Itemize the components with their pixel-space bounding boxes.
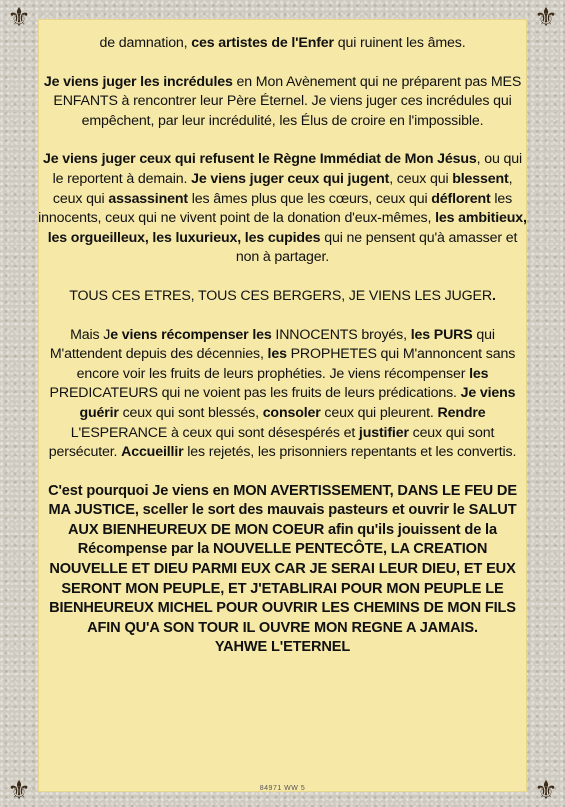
- footer-code: 84971 WW 5: [259, 785, 306, 792]
- fleur-de-lis-icon: ⚜: [534, 2, 558, 32]
- paragraph-6: C'est pourquoi Je viens en MON AVERTISSEMENT, DANS LE FEU DE MA JUSTICE, sceller le sort des mauvais pasteurs et ouvrir le SALUT AUX BIENHEUREUX DE MON COEUR afin qu'ils jouissent de la Récompense par la NOUVELLE PENTECÔTE, LA CREATION NOUVELLE ET DIEU PARMI EUX CAR JE SERAI LEUR DIEU, ET EUX SERONT MON PEUPLE, ET J'ETABLIRAI POUR MON PEUPLE LE BIENHEUREUX MICHEL POUR OUVRIR LES CHEMINS DE MON FILS AFIN QU'A SON TOUR IL OUVRE MON REGNE A JAMAIS.: [48, 482, 517, 636]
- message-text: [38, 34, 527, 658]
- paragraph-3: Je viens juger ceux qui refusent le Règne Immédiat de Mon Jésus, ou qui le reportent à demain. Je viens juger ceux qui jugent, ceux qui blessent, ceux qui assassinent les âmes plus que les cœurs, ceux qui déflorent les innocents, ceux qui ne vivent point de la donation d'eux-mêmes, les ambitieux, les orgueilleux, les luxurieux, les cupides qui ne pensent qu'à amasser et non à partager.: [38, 151, 527, 266]
- paragraph-5: Mais Je viens récompenser les INNOCENTS broyés, les PURS qui M'attendent depuis des décennies, les PROPHETES qui M'annoncent sans encore voir les fruits de leurs prophéties. Je viens récompenser les PREDICATEURS qui ne voient pas les fruits de leurs prédications. Je viens guérir ceux qui sont blessés, consoler ceux qui pleurent. Rendre L'ESPERANCE à ceux qui sont désespérés et justifier ceux qui sont persécuter. Accueillir les rejetés, les prisonniers repentants et les convertis.: [48, 326, 517, 461]
- fleur-de-lis-icon: ⚜: [534, 775, 558, 805]
- fleur-de-lis-icon: ⚜: [7, 775, 31, 805]
- paragraph-1: de damnation, ces artistes de l'Enfer qui ruinent les âmes.: [99, 35, 466, 51]
- signature-line: YAHWE L'ETERNEL: [214, 639, 351, 656]
- paragraph-2: Je viens juger les incrédules en Mon Avènement qui ne préparent pas MES ENFANTS à rencontrer leur Père Éternel. Je viens juger ces incrédules qui empêchent, par leur incrédulité, les Élus de croire en l'impossible.: [43, 73, 522, 129]
- document-page: [38, 19, 527, 792]
- paragraph-4: TOUS CES ETRES, TOUS CES BERGERS, JE VIENS LES JUGER.: [69, 287, 496, 304]
- fleur-de-lis-icon: ⚜: [7, 2, 31, 32]
